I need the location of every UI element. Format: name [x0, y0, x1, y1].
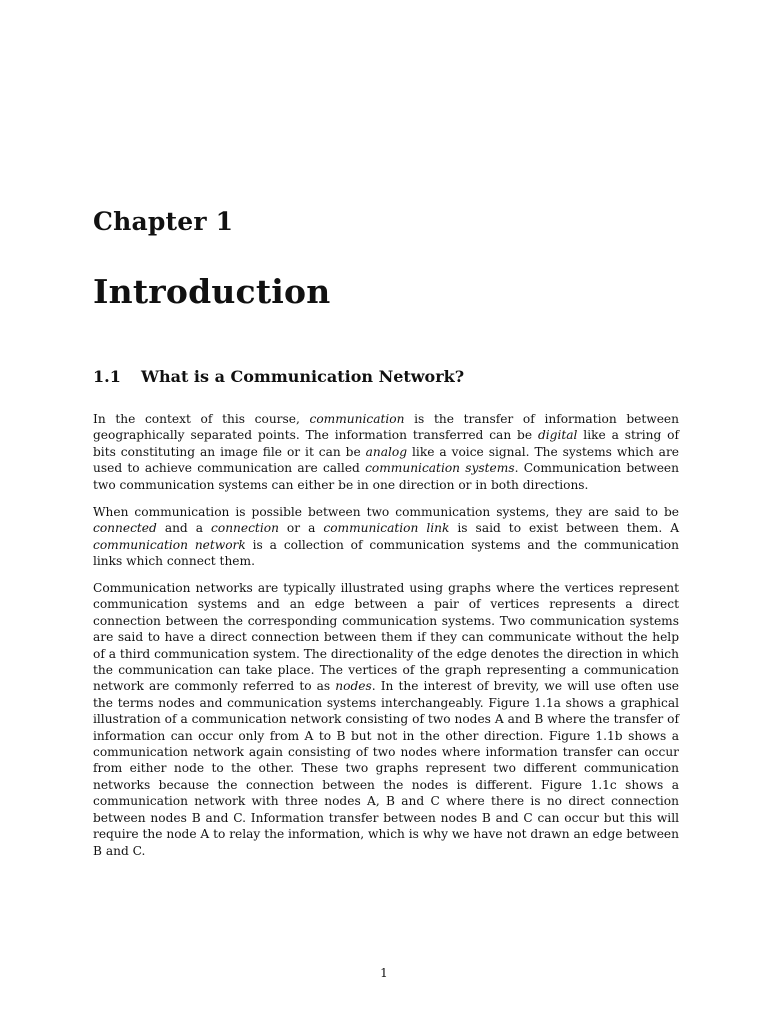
- section-heading: [93, 367, 464, 386]
- paragraph-3: Communication networks are typically illustrated using graphs where the vertices represent communication systems and an edge between a pair of vertices represents a direct connection between the corresponding communication systems. Two communication systems are said to have a direct connection between them if they can communicate without the help of a third communication system. The directionality of the edge denotes the direction in which the communication can take place. The vertices of the graph representing a communication network are commonly referred to as nodes. In the interest of brevity, we will use often use the terms nodes and communication systems interchangeably. Figure 1.1a shows a graphical illustration of a communication network consisting of two nodes A and B where the transfer of information can occur only from A to B but not in the other direction. Figure 1.1b shows a communication network again consisting of two nodes where information transfer can occur from either node to the other. These two graphs represent two different communication networks because the connection between the nodes is different. Figure 1.1c shows a communication network with three nodes A, B and C where there is no direct connection between nodes B and C. Information transfer between nodes B and C can occur but this will require the node A to relay the information, which is why we have not drawn an edge between B and C.: [93, 581, 679, 858]
- section-title: What is a Communication Network?: [141, 367, 465, 386]
- chapter-label: Chapter 1: [93, 207, 234, 236]
- chapter-title: Introduction: [93, 272, 331, 311]
- section-number: 1.1: [93, 367, 121, 386]
- paragraph-2: When communication is possible between two communication systems, they are said to be connected and a connection or a communication link is said to exist between them. A communication network is a collection of communication systems and the communication links which connect them.: [93, 505, 680, 569]
- page-number: 1: [380, 966, 388, 980]
- paragraph-1: In the context of this course, communication is the transfer of information between geographically separated points. The information transferred can be digital like a string of bits constituting an image file or it can be analog like a voice signal. The systems which are used to achieve communication are called communication systems. Communication between two communication systems can either be in one direction or in both directions.: [93, 412, 679, 492]
